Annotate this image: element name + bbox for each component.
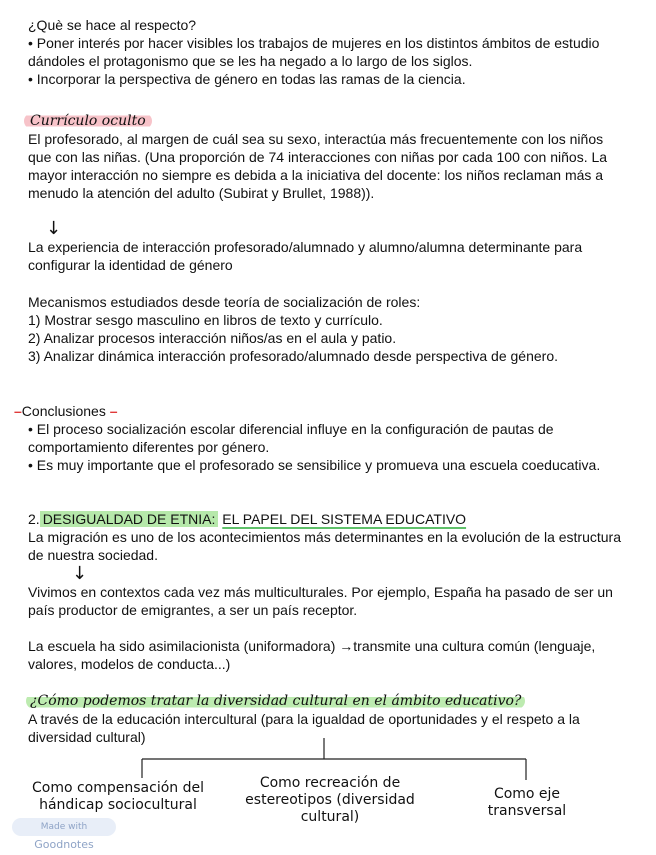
paragraph: La migración es uno de los acontecimientos más determinantes en la evolución de la estructura de nuestra sociedad. bbox=[28, 529, 621, 563]
paragraph: El profesorado, al margen de cuál sea su sexo, interactúa más frecuentemente con los niños que con las niñas. (Una proporción de 74 interacciones con niñas por cada 100 con niños. La mayor interacción no siempre es debida a la iniciativa del docente: los niños reclaman más a menudo la atención del adulto (Subirat y Brullet, 1988)). bbox=[28, 131, 608, 201]
result-paragraph: La experiencia de interacción profesorado/alumnado y alumno/alumna determinante para configurar la identidad de género bbox=[28, 239, 583, 273]
list-item: 3) Analizar dinámica interacción profesorado/alumnado desde perspectiva de género. bbox=[28, 348, 558, 364]
red-dash-icon: – bbox=[109, 403, 118, 419]
heading-curriculo-oculto: Currículo oculto bbox=[24, 113, 152, 129]
red-dash-icon: – bbox=[14, 403, 22, 419]
bullet-item: • Es muy importante que el profesorado se sensibilice y promueva una escuela coeducativa. bbox=[28, 457, 601, 473]
down-arrow-icon: ↓ bbox=[72, 563, 88, 584]
heading-rest: EL PAPEL DEL SISTEMA EDUCATIVO bbox=[222, 511, 467, 527]
question-diversidad: ¿Cómo podemos tratar la diversidad cultural en el ámbito educativo? bbox=[26, 693, 525, 709]
heading-number: 2. bbox=[28, 511, 40, 527]
goodnotes-watermark: Made with Goodnotes bbox=[12, 818, 116, 836]
heading-conclusiones: Conclusiones bbox=[21, 403, 106, 419]
branch-eje-transversal: Como eje transversal bbox=[487, 786, 567, 819]
answer-paragraph: A través de la educación intercultural (para la igualdad de oportunidades y el respeto a la diversidad cultural) bbox=[28, 711, 580, 745]
section-title: ¿Què se hace al respecto? bbox=[28, 17, 197, 33]
paragraph-asimilacionista: La escuela ha sido asimilacionista (uniformadora) →transmite una cultura común (lenguaje, valores, modelos de conducta...) bbox=[28, 638, 596, 672]
heading-highlight: DESIGUALDAD DE ETNIA: bbox=[40, 511, 219, 527]
list-item: 2) Analizar procesos interacción niños/as en el aula y patio. bbox=[28, 330, 397, 346]
down-arrow-icon: ↓ bbox=[46, 218, 62, 239]
bullet-item: • El proceso socialización escolar diferencial influye en la configuración de pautas de comportamiento diferentes por género. bbox=[28, 421, 554, 455]
bullet-item: • Poner interés por hacer visibles los trabajos de mujeres en los distintos ámbitos de estudio dándoles el protagonismo que se les ha negado a lo largo de los siglos. bbox=[28, 35, 600, 69]
list-intro: Mecanismos estudiados desde teoría de socialización de roles: bbox=[28, 294, 421, 310]
branch-recreacion: Como recreación de estereotipos (diversidad cultural) bbox=[245, 775, 415, 825]
branch-compensacion: Como compensación del hándicap sociocultural bbox=[31, 780, 204, 813]
bullet-item: • Incorporar la perspectiva de género en todas las ramas de la ciencia. bbox=[28, 71, 466, 87]
list-item: 1) Mostrar sesgo masculino en libros de texto y currículo. bbox=[28, 312, 383, 328]
paragraph-multicultural: Vivimos en contextos cada vez más multiculturales. Por ejemplo, España ha pasado de ser un país productor de emigrantes, a ser un país receptor. bbox=[28, 584, 613, 618]
